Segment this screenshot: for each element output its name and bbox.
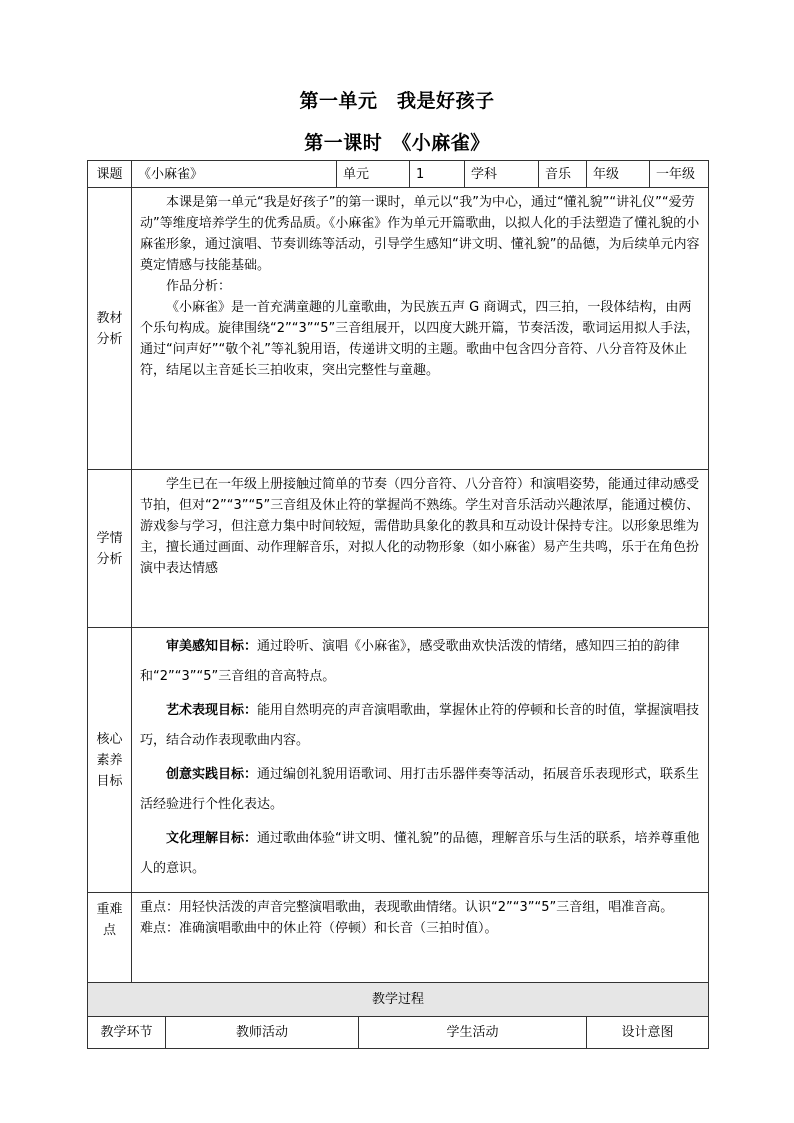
process-columns-row xyxy=(88,1017,709,1049)
keypoints-label: 重难 点 xyxy=(88,893,132,983)
goal-expression: 艺术表现目标：能用自然明亮的声音演唱歌曲，掌握休止符的停顿和长音的时值，掌握演唱技巧，结合动作表现歌曲内容。 xyxy=(140,703,700,748)
student-analysis-row xyxy=(88,470,709,628)
topic-label: 课题 xyxy=(88,161,132,188)
key-points-row xyxy=(88,893,709,983)
unit-value: 1 xyxy=(410,161,465,188)
process-col-intent: 设计意图 xyxy=(587,1017,709,1049)
material-analysis-row xyxy=(88,188,709,470)
core-goals-row xyxy=(88,628,709,893)
material-paragraph-3: 《小麻雀》是一首充满童趣的儿童歌曲，为民族五声 G 商调式，四三拍，一段体结构，由两个乐句构成。旋律围绕“2”“3”“5”三音组展开，以四度大跳开篇，节奏活泼，歌词运用拟人手法，通过“问声好”“敬个礼”等礼貌用语，传递讲文明的主题。歌曲中包含四分音符、八分音符及休止符，结尾以主音延长三拍收束，突出完整性与童趣。 xyxy=(140,300,700,378)
goal-aesthetic: 审美感知目标：通过聆听、演唱《小麻雀》，感受歌曲欢快活泼的情绪，感知四三拍的韵律和“2”“3”“5”三音组的音高特点。 xyxy=(140,639,680,684)
process-title-row xyxy=(88,983,709,1017)
material-paragraph-1: 本课是第一单元“我是好孩子”的第一课时，单元以“我”为中心，通过“懂礼貌”“讲礼仪”“爱劳动”等维度培养学生的优秀品质。《小麻雀》作为单元开篇歌曲，以拟人化的手法塑造了懂礼貌的小麻雀形象，通过演唱、节奏训练等活动，引导学生感知“讲文明、懂礼貌”的品德，为后续单元内容奠定情感与技能基础。 xyxy=(140,195,700,273)
grade-value: 一年级 xyxy=(650,161,709,188)
material-label: 教材 分析 xyxy=(88,188,132,470)
core-goals-content xyxy=(132,628,709,893)
student-label: 学情 分析 xyxy=(88,470,132,628)
core-label: 核心 素养 目标 xyxy=(88,628,132,893)
unit-title: 第一单元 我是好孩子 xyxy=(299,90,495,112)
process-col-stage: 教学环节 xyxy=(88,1017,166,1049)
material-paragraph-2: 作品分析： xyxy=(166,279,232,294)
goal-culture: 文化理解目标：通过歌曲体验“讲文明、懂礼貌”的品德，理解音乐与生活的联系，培养尊重他人的意识。 xyxy=(140,831,700,876)
key-point: 重点：用轻快活泼的声音完整演唱歌曲，表现歌曲情绪。认识“2”“3”“5”三音组，唱准音高。 xyxy=(140,900,674,915)
unit-label: 单元 xyxy=(337,161,410,188)
lesson-title: 第一课时 《小麻雀》 xyxy=(304,132,490,154)
header-row xyxy=(88,161,709,188)
subject-label: 学科 xyxy=(465,161,539,188)
topic-value: 《小麻雀》 xyxy=(132,161,337,188)
keypoints-content xyxy=(132,893,709,983)
goal-creative: 创意实践目标：通过编创礼貌用语歌词、用打击乐器伴奏等活动，拓展音乐表现形式，联系生活经验进行个性化表达。 xyxy=(140,767,700,812)
difficult-point: 难点：准确演唱歌曲中的休止符（停顿）和长音（三拍时值）。 xyxy=(140,921,498,936)
grade-label: 年级 xyxy=(587,161,650,188)
process-title: 教学过程 xyxy=(88,983,709,1017)
material-content xyxy=(132,188,709,470)
lesson-plan-table xyxy=(87,160,709,1049)
process-col-teacher: 教师活动 xyxy=(166,1017,359,1049)
student-paragraph: 学生已在一年级上册接触过简单的节奏（四分音符、八分音符）和演唱姿势，能通过律动感受节拍，但对“2”“3”“5”三音组及休止符的掌握尚不熟练。学生对音乐活动兴趣浓厚，能通过模仿、游戏参与学习，但注意力集中时间较短，需借助具象化的教具和互动设计保持专注。以形象思维为主，擅长通过画面、动作理解音乐，对拟人化的动物形象（如小麻雀）易产生共鸣，乐于在角色扮演中表达情感 xyxy=(140,477,700,576)
subject-value: 音乐 xyxy=(539,161,587,188)
student-content xyxy=(132,470,709,628)
process-col-student: 学生活动 xyxy=(359,1017,587,1049)
